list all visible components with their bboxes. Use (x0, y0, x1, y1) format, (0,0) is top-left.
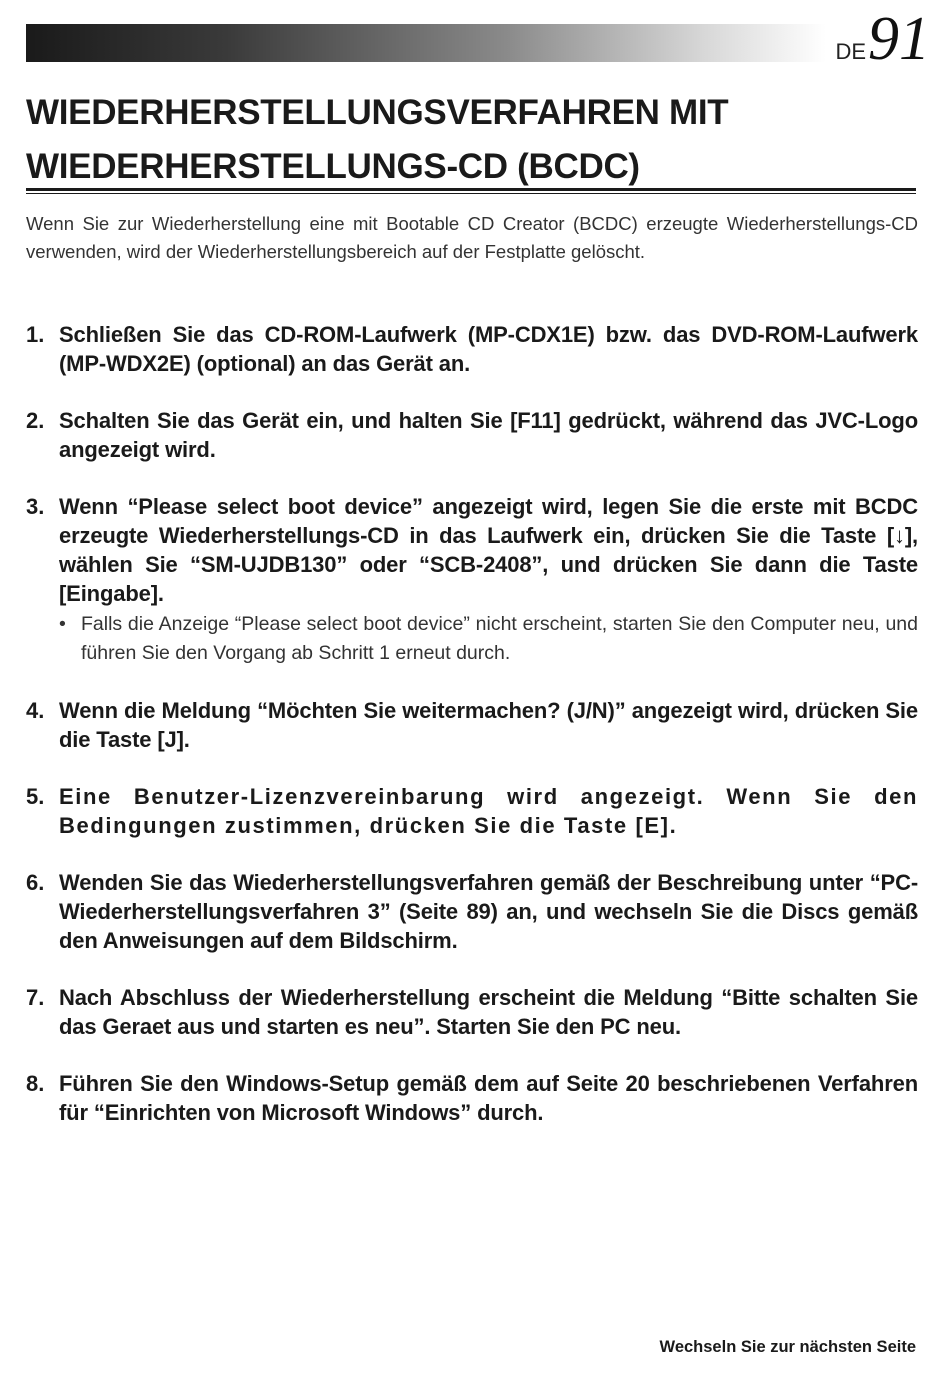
page-language-code: DE (835, 39, 866, 64)
step-item (26, 1069, 918, 1127)
step-number: 2. (26, 408, 45, 433)
page-number (835, 5, 930, 73)
next-page-hint: Wechseln Sie zur nächsten Seite (659, 1338, 916, 1356)
title-underline-thin (26, 193, 916, 194)
steps-list (26, 320, 918, 1155)
bullet-icon: • (59, 613, 66, 635)
step-note (59, 610, 918, 668)
step-number: 4. (26, 698, 45, 723)
header-gradient-bar (26, 24, 826, 62)
page-title-line-2: WIEDERHERSTELLUNGS-CD (BCDC) (26, 147, 640, 186)
step-number: 8. (26, 1071, 45, 1096)
step-item (26, 983, 918, 1041)
step-item (26, 492, 918, 668)
title-underline (26, 188, 916, 191)
step-text: Wenden Sie das Wiederherstellungsverfahren gemäß der Beschreibung unter “PC-Wiederherstellungsverfahren 3” (Seite 89) an, und wechseln Sie die Discs gemäß den Anweisungen auf dem Bildschirm. (59, 870, 918, 953)
page-title (26, 86, 926, 194)
step-number: 5. (26, 784, 45, 809)
step-number: 6. (26, 870, 45, 895)
step-text: Wenn die Meldung “Möchten Sie weitermachen? (J/N)” angezeigt wird, drücken Sie die Taste [J]. (59, 698, 918, 752)
step-number: 3. (26, 494, 45, 519)
step-text: Eine Benutzer-Lizenzvereinbarung wird angezeigt. Wenn Sie den Bedingungen zustimmen, drücken Sie die Taste [E]. (59, 784, 918, 838)
step-text: Führen Sie den Windows-Setup gemäß dem auf Seite 20 beschriebenen Verfahren für “Einrichten von Microsoft Windows” durch. (59, 1071, 918, 1125)
step-text: Schließen Sie das CD-ROM-Laufwerk (MP-CDX1E) bzw. das DVD-ROM-Laufwerk (MP-WDX2E) (optional) an das Gerät an. (59, 322, 918, 376)
step-note-text: Falls die Anzeige “Please select boot device” nicht erscheint, starten Sie den Computer neu, und führen Sie den Vorgang ab Schritt 1 erneut durch. (81, 613, 918, 664)
step-item (26, 782, 918, 840)
step-number: 1. (26, 322, 45, 347)
step-item (26, 320, 918, 378)
step-text: Nach Abschluss der Wiederherstellung erscheint die Meldung “Bitte schalten Sie das Geraet aus und starten es neu”. Starten Sie den PC neu. (59, 985, 918, 1039)
intro-paragraph: Wenn Sie zur Wiederherstellung eine mit Bootable CD Creator (BCDC) erzeugte Wiederherstellungs-CD verwenden, wird der Wiederherstellungsbereich auf der Festplatte gelöscht. (26, 213, 918, 262)
page-title-line-1: WIEDERHERSTELLUNGSVERFAHREN MIT (26, 93, 729, 132)
step-item (26, 406, 918, 464)
step-item (26, 868, 918, 955)
step-text: Wenn “Please select boot device” angezeigt wird, legen Sie die erste mit BCDC erzeugte Wiederherstellungs-CD in das Laufwerk ein, drücken Sie die Taste [↓], wählen Sie “SM-UJDB130” oder “SCB-2408”, und drücken Sie dann die Taste [Eingabe]. (59, 494, 918, 606)
page-number-digits: 91 (868, 5, 930, 73)
step-text: Schalten Sie das Gerät ein, und halten Sie [F11] gedrückt, während das JVC-Logo angezeigt wird. (59, 408, 918, 462)
step-number: 7. (26, 985, 45, 1010)
step-item (26, 696, 918, 754)
